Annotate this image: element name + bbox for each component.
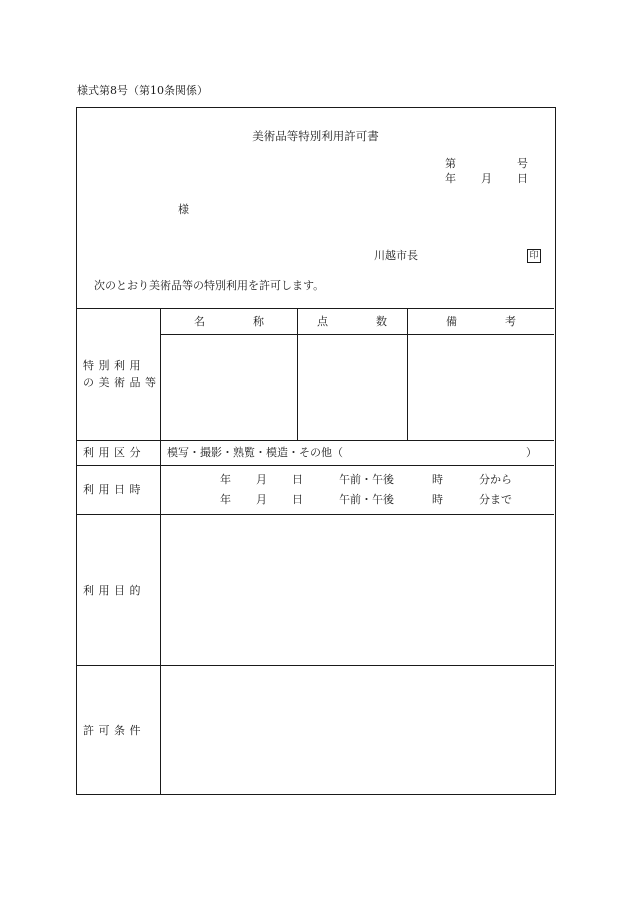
to-year: 年 bbox=[220, 493, 231, 506]
date-year: 年 bbox=[445, 172, 456, 185]
items-label-line1: 特 別 利 用 bbox=[83, 359, 141, 372]
form-number: 様式第8号（第10条関係） bbox=[77, 84, 208, 97]
rule-items-bottom bbox=[77, 440, 554, 441]
header-remarks: 備 考 bbox=[446, 315, 516, 328]
rule-items-col1 bbox=[297, 308, 298, 440]
rule-category-bottom bbox=[77, 465, 554, 466]
to-ampm: 午前・午後 bbox=[339, 493, 394, 506]
from-ampm: 午前・午後 bbox=[339, 473, 394, 486]
to-month: 月 bbox=[256, 493, 267, 506]
from-day: 日 bbox=[292, 473, 303, 486]
number-suffix: 号 bbox=[517, 157, 528, 170]
addressee-suffix: 様 bbox=[178, 203, 189, 216]
issuer-name: 川越市長 bbox=[374, 249, 418, 262]
from-hour: 時 bbox=[432, 473, 443, 486]
rule-label-column bbox=[160, 308, 161, 794]
header-name: 名 称 bbox=[194, 315, 264, 328]
rule-items-col2 bbox=[407, 308, 408, 440]
from-year: 年 bbox=[220, 473, 231, 486]
document-title: 美術品等特別利用許可書 bbox=[252, 129, 379, 143]
header-quantity: 点 数 bbox=[317, 315, 387, 328]
permit-form-frame bbox=[76, 107, 556, 795]
to-hour: 時 bbox=[432, 493, 443, 506]
seal-mark: 印 bbox=[527, 249, 541, 263]
rule-purpose-bottom bbox=[77, 665, 554, 666]
to-day: 日 bbox=[292, 493, 303, 506]
rule-datetime-bottom bbox=[77, 514, 554, 515]
items-label-line2: の 美 術 品 等 bbox=[83, 376, 157, 389]
from-minute: 分から bbox=[479, 473, 512, 486]
date-month: 月 bbox=[481, 172, 492, 185]
usage-category-close: ） bbox=[526, 446, 537, 459]
to-minute: 分まで bbox=[479, 493, 512, 506]
permit-statement: 次のとおり美術品等の特別利用を許可します。 bbox=[94, 279, 325, 292]
usage-category-options: 模写・撮影・熟覧・模造・その他（ bbox=[167, 446, 343, 459]
purpose-label: 利 用 目 的 bbox=[83, 584, 141, 597]
usage-category-label: 利 用 区 分 bbox=[83, 446, 141, 459]
conditions-label: 許 可 条 件 bbox=[83, 724, 141, 737]
rule-table-top bbox=[77, 308, 554, 309]
from-month: 月 bbox=[256, 473, 267, 486]
usage-datetime-label: 利 用 日 時 bbox=[83, 483, 141, 496]
number-prefix: 第 bbox=[445, 157, 456, 170]
date-day: 日 bbox=[517, 172, 528, 185]
rule-items-header bbox=[160, 334, 554, 335]
